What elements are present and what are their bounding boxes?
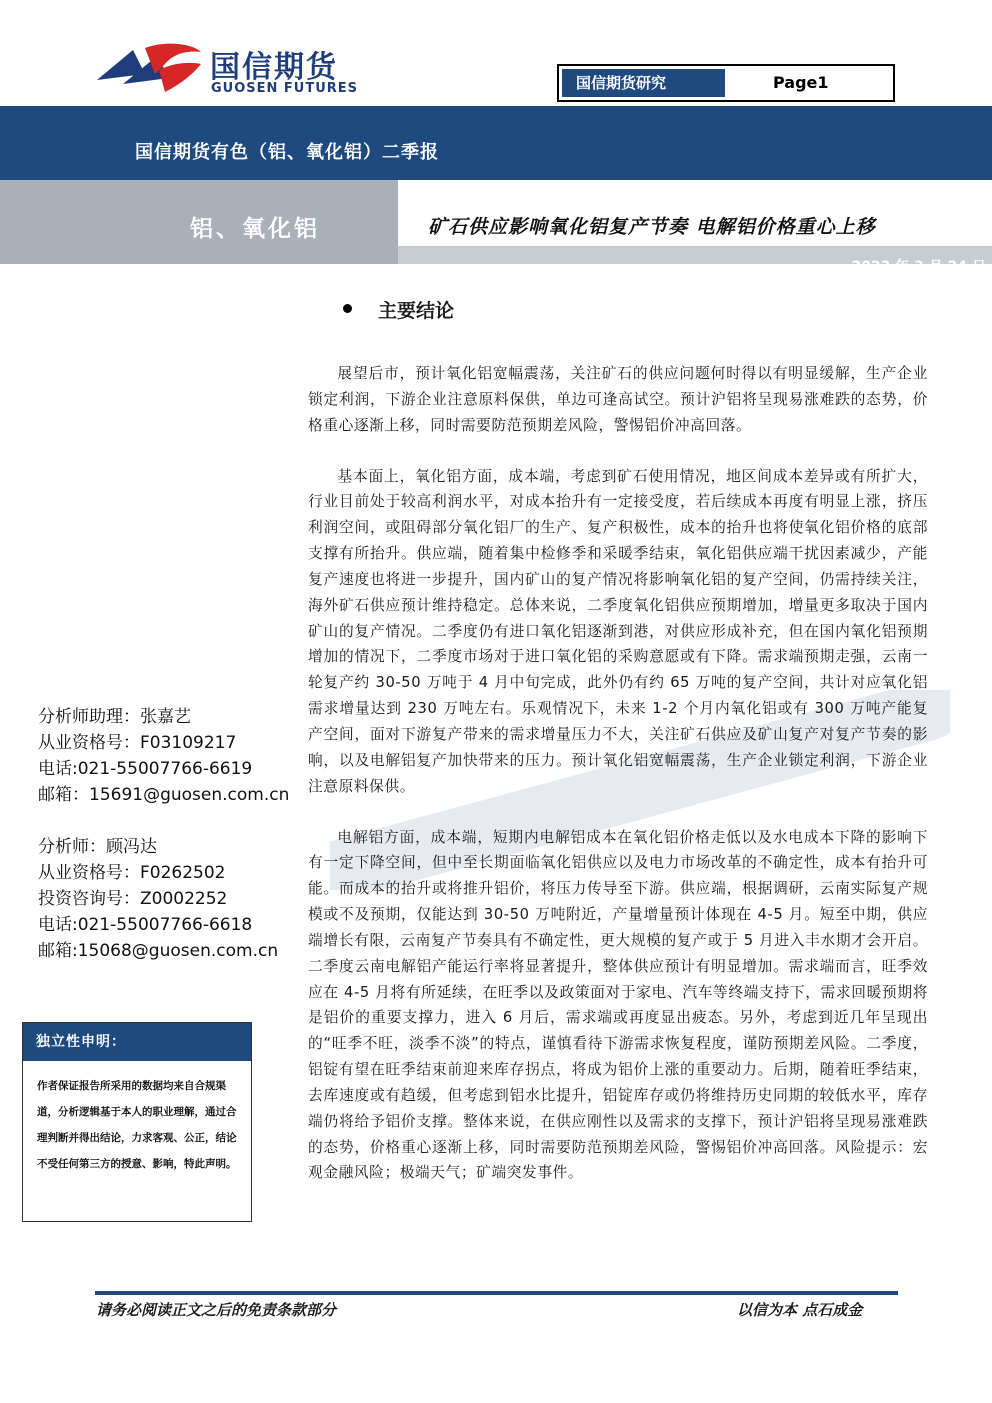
main-conclusions	[308, 361, 928, 1186]
assistant-qualification: 从业资格号：F03109217	[38, 733, 237, 753]
section-title: 主要结论	[378, 300, 455, 322]
assistant-email: 邮箱：15691@guosen.com.cn	[38, 785, 290, 805]
conclusion-paragraph: 展望后市，预计氧化铝宽幅震荡，关注矿石的供应问题何时得以有明显缓解，生产企业锁定利润，下游企业注意原料保供，单边可逢高试空。预计沪铝将呈现易涨难跌的态势，价格重心逐渐上移，同时需要防范预期差风险，警惕铝价冲高回落。	[308, 365, 928, 434]
footer-slogan: 以信为本 点石成金	[737, 1301, 863, 1319]
independence-statement	[22, 1022, 252, 1222]
analyst-name: 分析师：顾冯达	[38, 837, 157, 857]
assistant-name: 分析师助理：张嘉艺	[38, 707, 191, 727]
analyst-phone: 电话:021-55007766-6618	[38, 915, 253, 935]
topic-band	[0, 180, 992, 275]
report-banner	[0, 106, 992, 180]
report-series-title: 国信期货有色（铝、氧化铝）二季报	[135, 142, 439, 163]
guosen-logo-icon	[95, 40, 205, 100]
analyst-email: 邮箱:15068@guosen.com.cn	[38, 941, 279, 961]
analyst-info	[38, 834, 278, 964]
topic-panel	[0, 180, 398, 264]
report-headline: 矿石供应影响氧化铝复产节奏 电解铝价格重心上移	[428, 216, 876, 238]
independence-text: 作者保证报告所采用的数据均来自合规渠道，分析逻辑基于本人的职业理解，通过合理判断并得出结论，力求客观、公正，结论不受任何第三方的授意、影响，特此声明。	[37, 1080, 237, 1170]
brand-name-en: GUOSEN FUTURES	[211, 81, 359, 96]
headline-panel	[398, 180, 992, 246]
report-date: 2023 年 3 月 24 日	[851, 259, 986, 275]
page-number: Page1	[773, 73, 829, 92]
research-label: 国信期货研究	[562, 69, 725, 97]
bullet-icon	[343, 304, 352, 313]
brand-name-cn: 国信期货	[210, 50, 338, 85]
analyst-assistant-info	[38, 704, 289, 808]
assistant-phone: 电话:021-55007766-6619	[38, 759, 253, 779]
footer-divider	[95, 1291, 898, 1295]
independence-title: 独立性申明：	[23, 1023, 251, 1061]
analyst-qualification: 从业资格号：F0262502	[38, 863, 226, 883]
alumina-paragraph: 基本面上，氧化铝方面，成本端，考虑到矿石使用情况，地区间成本差异或有所扩大，行业目前处于较高利润水平，对成本抬升有一定接受度，若后续成本再度有明显上涨，挤压利润空间，或阻碍部分氧化铝厂的生产、复产积极性，成本的抬升也将使氧化铝价格的底部支撑有所抬升。供应端，随着集中检修季和采暖季结束，氧化铝供应端干扰因素减少，产能复产速度也将进一步提升，国内矿山的复产情况将影响氧化铝的复产空间，仍需持续关注，海外矿石供应预计维持稳定。总体来说，二季度氧化铝供应预期增加，增量更多取决于国内矿山的复产情况。二季度仍有进口氧化铝逐渐到港，对供应形成补充，但在国内氧化铝预期增加的情况下，二季度市场对于进口氧化铝的采购意愿或有下降。需求端预期走强，云南一轮复产约 30-50 万吨于 4 月中旬完成，此外仍有约 65 万吨的复产空间，共计对应氧化铝需求增量达到 230 万吨左右。乐观情况下，未来 1-2 个月内氧化铝或有 300 万吨产能复产空间，面对下游复产带来的需求增量压力不大，关注矿石供应及矿山复产对复产节奏的影响，以及电解铝复产加快带来的压力。预计氧化铝宽幅震荡，生产企业锁定利润，下游企业注意原料保供。	[308, 467, 928, 795]
research-badge	[557, 64, 895, 102]
footer-disclaimer: 请务必阅读正文之后的免责条款部分	[96, 1301, 337, 1319]
topic-label: 铝、氧化铝	[190, 216, 320, 242]
analyst-consult-number: 投资咨询号：Z0002252	[38, 889, 228, 909]
aluminum-paragraph: 电解铝方面，成本端，短期内电解铝成本在氧化铝价格走低以及水电成本下降的影响下有一定下降空间，但中至长期面临氧化铝供应以及电力市场改革的不确定性，成本有抬升可能。而成本的抬升或将推升铝价，将压力传导至下游。供应端，根据调研，云南实际复产规模或不及预期，仅能达到 30-50 万吨附近，产量增量预计体现在 4-5 月。短至中期，供应端增长有限，云南复产节奏具有不确定性，更大规模的复产或于 5 月进入丰水期才会开启。二季度云南电解铝产能运行率将显著提升，整体供应预计有明显增加。需求端而言，旺季效应在 4-5 月将有所延续，在旺季以及政策面对于家电、汽车等终端支持下，需求回暖预期将是铝价的重要支撑力，进入 6 月后，需求端或再度显出疲态。另外，考虑到近几年呈现出的“旺季不旺，淡季不淡”的特点，谨慎看待下游需求恢复程度，谨防预期差风险。二季度，铝锭有望在旺季结束前迎来库存拐点，将成为铝价上涨的重要动力。后期，随着旺季结束，去库速度或有趋缓，但考虑到铝水比提升，铝锭库存或仍将维持历史同期的较低水平，库存端仍将给予铝价支撑。整体来说，在供应刚性以及需求的支撑下，预计沪铝将呈现易涨难跌的态势，价格重心逐渐上移，同时需要防范预期差风险，警惕铝价冲高回落。风险提示：宏观金融风险；极端天气；矿端突发事件。	[308, 828, 928, 1182]
